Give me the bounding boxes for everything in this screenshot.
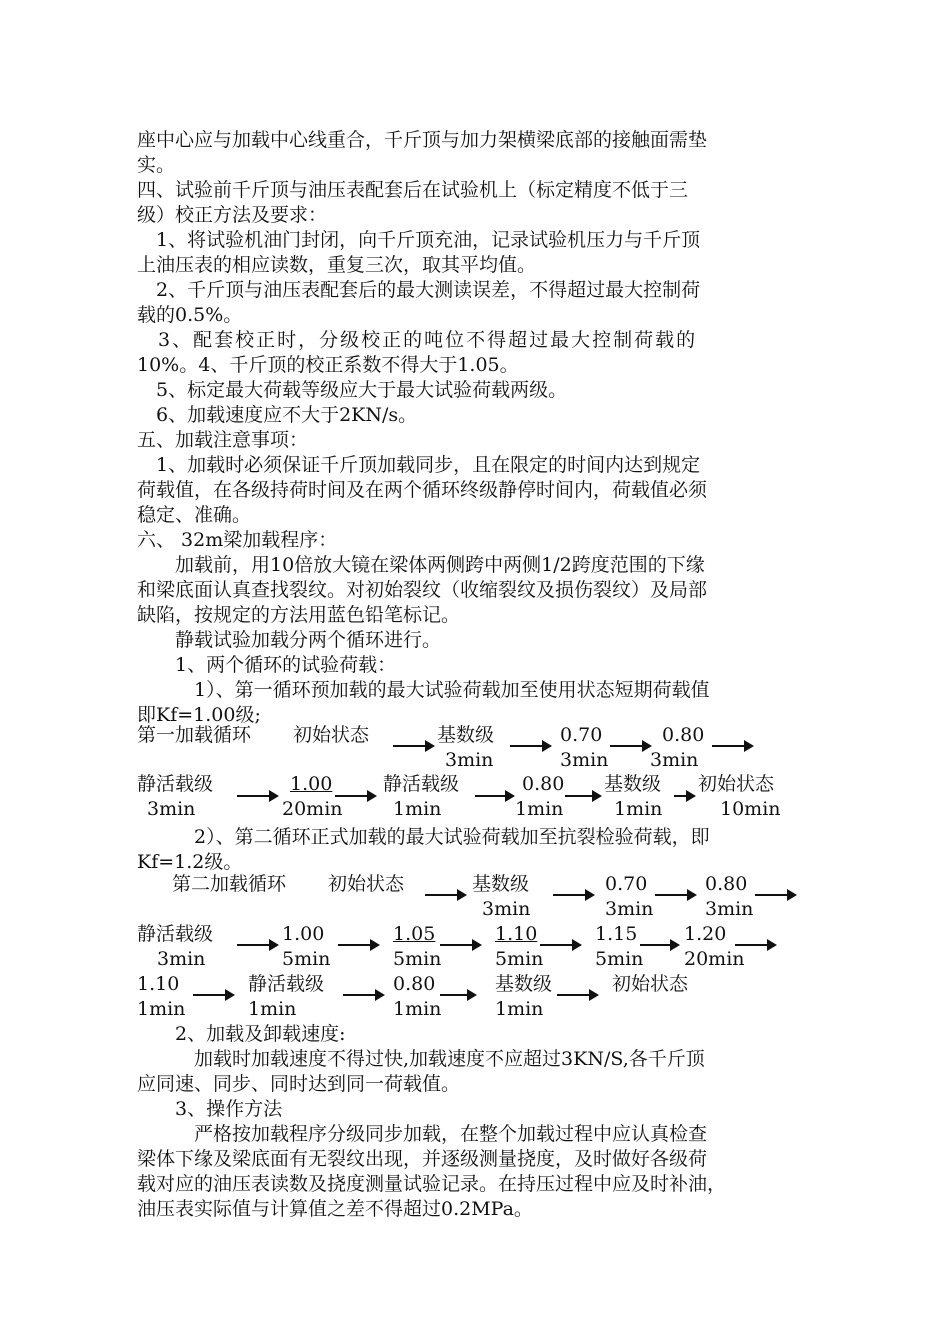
arrow-icon	[237, 944, 277, 946]
text-line: 严格按加载程序分级同步加载，在整个加载过程中应认真检查	[137, 1123, 708, 1145]
cycle2-time: 5min	[495, 948, 544, 970]
text-line: 梁体下缘及梁底面有无裂纹出现，并逐级测量挠度，及时做好各级荷	[137, 1148, 708, 1170]
cycle1-time: 10min	[720, 798, 781, 820]
text-line: 座中心应与加载中心线重合，千斤顶与加力架横梁底部的接触面需垫	[137, 129, 708, 151]
arrow-icon	[338, 944, 378, 946]
cycle2-level: 1.00	[282, 923, 325, 945]
text-line: 1）、第一循环预加载的最大试验荷载加至使用状态短期荷载值	[137, 679, 710, 701]
text-line: 即Kf=1.00级;	[137, 704, 261, 726]
text-line: 加载前，用10倍放大镜在梁体两侧跨中两侧1/2跨度范围的下缘	[137, 554, 705, 576]
cycle2-level: 初始状态	[612, 973, 689, 995]
text-line: 2、千斤顶与油压表配套后的最大测读误差，不得超过最大控制荷	[137, 279, 701, 301]
cycle2-time: 5min	[595, 948, 644, 970]
cycle1-level: 基数级	[604, 773, 662, 795]
arrow-icon	[393, 745, 433, 747]
cycle2-time: 3min	[482, 898, 531, 920]
arrow-icon	[640, 944, 678, 946]
cycle1-label: 第一加载循环	[137, 724, 252, 746]
cycle1-level: 基数级	[437, 724, 495, 746]
cycle2-label: 第二加载循环	[172, 873, 287, 895]
text-line: 上油压表的相应读数，重复三次，取其平均值。	[137, 254, 537, 276]
cycle2-level: 1.20	[684, 923, 727, 945]
arrow-icon	[440, 994, 475, 996]
arrow-icon	[755, 894, 795, 896]
text-line: 1、将试验机油门封闭，向千斤顶充油，记录试验机压力与千斤顶	[137, 229, 701, 251]
cycle1-level: 初始状态	[293, 724, 370, 746]
cycle1-time: 1min	[393, 798, 442, 820]
cycle2-time: 3min	[605, 898, 654, 920]
cycle2-level: 1.10	[137, 973, 180, 995]
text-line: 加载时加载速度不得过快,加载速度不应超过3KN/S,各千斤顶	[137, 1048, 705, 1070]
text-line: 1、两个循环的试验荷载：	[137, 654, 397, 676]
text-line: 1、加载时必须保证千斤顶加载同步，且在限定的时间内达到规定	[137, 454, 701, 476]
cycle2-time: 1min	[393, 998, 442, 1020]
text-line: 10%。4、千斤顶的校正系数不得大于1.05。	[137, 354, 519, 376]
cycle2-level: 静活载级	[137, 923, 214, 945]
arrow-icon	[335, 795, 375, 797]
text-line: 5、标定最大荷载等级应大于最大试验荷载两级。	[137, 379, 568, 401]
cycle2-time: 5min	[282, 948, 331, 970]
cycle1-level: 0.80	[662, 724, 705, 746]
cycle2-level: 1.05	[393, 923, 436, 945]
cycle1-time: 3min	[650, 749, 699, 771]
text-line: 静载试验加载分两个循环进行。	[137, 629, 442, 651]
arrow-icon	[540, 944, 580, 946]
cycle2-level: 1.10	[495, 923, 538, 945]
section-heading: 五、加载注意事项：	[137, 429, 309, 451]
cycle1-level: 静活载级	[383, 773, 460, 795]
cycle1-level: 0.80	[522, 773, 565, 795]
cycle2-level: 静活载级	[248, 973, 325, 995]
text-line: 应同速、同步、同时达到同一荷载值。	[137, 1073, 461, 1095]
cycle2-level: 0.70	[605, 873, 648, 895]
arrow-icon	[610, 745, 650, 747]
cycle1-level: 0.70	[560, 724, 603, 746]
text-line: 级）校正方法及要求：	[137, 204, 328, 226]
arrow-icon	[655, 894, 695, 896]
cycle1-time: 1min	[614, 798, 663, 820]
cycle1-time: 3min	[560, 749, 609, 771]
cycle2-time: 1min	[137, 998, 186, 1020]
cycle2-level: 0.80	[393, 973, 436, 995]
text-line: 实。	[137, 154, 176, 176]
cycle1-time: 3min	[147, 798, 196, 820]
arrow-icon	[674, 795, 694, 797]
arrow-icon	[193, 994, 233, 996]
section-heading: 六、 32m梁加载程序：	[137, 529, 338, 551]
arrow-icon	[343, 994, 383, 996]
arrow-icon	[510, 745, 550, 747]
text-line: 稳定、准确。	[137, 504, 252, 526]
cycle1-level: 初始状态	[698, 773, 775, 795]
arrow-icon	[557, 994, 597, 996]
text-line: 2、加载及卸载速度:	[137, 1023, 346, 1045]
text-line: 缺陷，按规定的方法用蓝色铅笔标记。	[137, 604, 461, 626]
cycle2-level: 初始状态	[328, 873, 405, 895]
cycle1-time: 20min	[282, 798, 343, 820]
cycle1-level: 1.00	[290, 773, 333, 795]
arrow-icon	[425, 894, 465, 896]
text-line: 3、配套校正时，分级校正的吨位不得超过最大控制荷载的	[137, 329, 698, 351]
arrow-icon	[565, 795, 600, 797]
cycle1-level: 静活载级	[137, 773, 214, 795]
arrow-icon	[712, 745, 752, 747]
text-line: 油压表实际值与计算值之差不得超过0.2MPa。	[137, 1198, 533, 1220]
arrow-icon	[475, 795, 513, 797]
text-line: Kf=1.2级。	[137, 851, 243, 873]
cycle2-level: 基数级	[472, 873, 530, 895]
cycle2-time: 3min	[705, 898, 754, 920]
arrow-icon	[735, 944, 775, 946]
cycle1-time: 1min	[515, 798, 564, 820]
cycle2-time: 20min	[684, 948, 745, 970]
arrow-icon	[553, 894, 593, 896]
cycle2-time: 3min	[157, 948, 206, 970]
cycle2-time: 1min	[248, 998, 297, 1020]
cycle2-time: 1min	[495, 998, 544, 1020]
text-line: 载的0.5%。	[137, 304, 243, 326]
text-line: 和梁底面认真查找裂纹。对初始裂纹（收缩裂纹及损伤裂纹）及局部	[137, 579, 708, 601]
cycle2-level: 0.80	[705, 873, 748, 895]
arrow-icon	[440, 944, 480, 946]
cycle2-level: 1.15	[595, 923, 638, 945]
section-heading: 四、试验前千斤顶与油压表配套后在试验机上（标定精度不低于三	[137, 179, 689, 201]
cycle2-level: 基数级	[495, 973, 553, 995]
text-line: 6、加载速度应不大于2KN/s。	[137, 404, 418, 426]
text-line: 荷载值，在各级持荷时间及在两个循环终级静停时间内，荷载值必须	[137, 479, 708, 501]
text-line: 2）、第二循环正式加载的最大试验荷载加至抗裂检验荷载，即	[137, 826, 710, 848]
arrow-icon	[237, 795, 277, 797]
text-line: 3、操作方法	[137, 1098, 283, 1120]
cycle1-time: 3min	[445, 749, 494, 771]
cycle2-time: 5min	[393, 948, 442, 970]
text-line: 载对应的油压表读数及挠度测量试验记录。在持压过程中应及时补油，	[137, 1173, 727, 1195]
